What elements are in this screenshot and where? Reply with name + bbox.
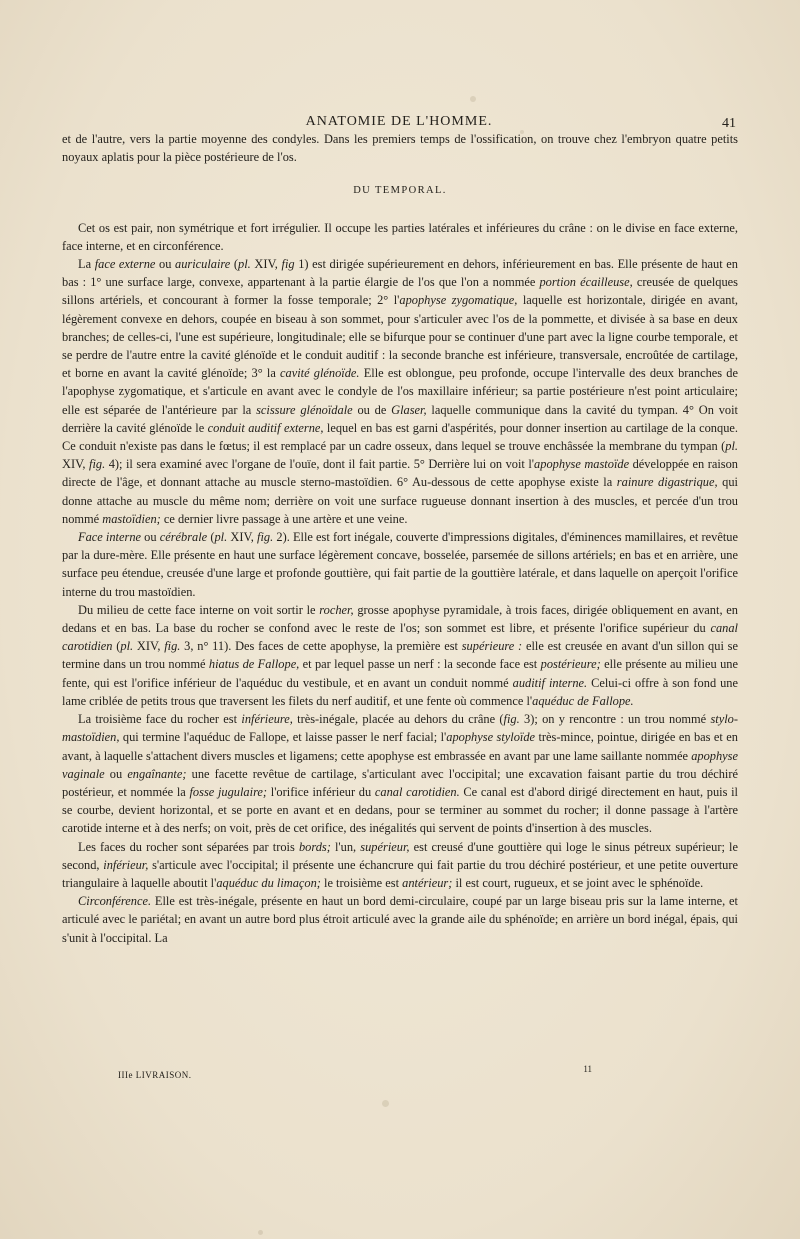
text-run: elle est creusée en avant d'un sillon qui se termine dans un trou nommé	[62, 639, 738, 672]
italic-term: pl.	[725, 439, 738, 454]
text-run: 4); il sera examiné avec l'organe de l'ouïe, dont il fait partie. 5° Derrière lui on voit l'	[105, 457, 535, 472]
text-run: qui termine l'aquéduc de Fallope, et laisse passer le nerf facial; l'	[119, 730, 447, 745]
text-run: Elle est très-inégale, présente en haut un bord demi-circulaire, coupé par un large biseau pris sur la lame interne, et articulé avec le pariétal; en avant un autre bord plus étroit articulé avec la grande aile du sphénoïde; en arrière un bord inégal, épais, qui s'unit à l'occipital. La	[62, 894, 738, 945]
text-run: La	[78, 257, 95, 272]
italic-term: canal carotidien	[62, 621, 738, 654]
text-run: XIV,	[250, 257, 282, 272]
paragraph	[62, 219, 738, 255]
italic-term: apophyse styloïde	[446, 730, 536, 745]
italic-term: inférieure,	[241, 712, 293, 727]
italic-term: aquéduc de Fallope.	[532, 693, 634, 708]
paper-foxing-spot	[470, 96, 476, 102]
italic-term: fig.	[164, 639, 181, 654]
text-run: l'un,	[330, 839, 361, 854]
italic-term: rainure digastrique,	[616, 475, 718, 490]
text-run: laquelle est horizontale, dirigée en avant, légèrement convexe en dehors, coupée en biseau à son sommet, pour s'articuler avec l'os de la pommette, et divisée à sa base en deux branches; de celles-ci, l'une est supérieure, longitudinale; elle se bifurque pour se continuer d'une part avec la ligne courbe temporale, et se perdre de l'autre entre la cavité glénoïde et le conduit auditif : la seconde branche est inférieure, transversale, encroûtée de cartilage, et borne en avant la cavité glénoïde; 3° la	[62, 293, 738, 381]
paragraph	[62, 838, 738, 893]
text-run: ou de	[352, 402, 392, 417]
page-footer	[118, 1064, 592, 1086]
text-run: (	[230, 257, 239, 272]
text-run: laquelle communique dans la cavité du tympan. 4° On voit derrière la cavité glénoïde le	[62, 402, 738, 435]
text-run: 3); on y rencontre : un trou nommé	[519, 712, 711, 727]
italic-term: fig.	[503, 712, 520, 727]
text-run: 1) est dirigée supérieurement en dehors, inférieurement en bas. Elle présente de haut en bas : 1° une surface large, convexe, appartenant à la partie élargie de l'os que l'on a nommée	[62, 257, 738, 290]
paragraph	[62, 255, 738, 528]
italic-term: Face interne	[78, 530, 142, 545]
page-number: 41	[722, 116, 736, 131]
italic-term: fosse jugulaire;	[189, 784, 268, 799]
gathering-number: 11	[583, 1064, 592, 1074]
paragraph	[62, 528, 738, 601]
text-run: ou	[141, 530, 160, 545]
paragraph	[62, 130, 738, 166]
text-run: creusée de quelques sillons artériels, et concourant à former la fosse temporale; 2° l'	[62, 275, 738, 308]
italic-term: pl.	[238, 257, 251, 272]
italic-term: inférieur,	[103, 857, 149, 872]
body-text	[62, 130, 738, 947]
text-run: Ce canal est d'abord dirigé directement en haut, puis il se courbe, devient horizontal, et se porte en avant et en dedans, pour se terminer au sommet du rocher; il donne passage à l'artère carotide interne et à des nerfs; on voit, près de cet orifice, des inégalités qui servent de points d'insertion à des muscles.	[62, 784, 738, 836]
text-run: très-inégale, placée au dehors du crâne (	[292, 712, 504, 727]
italic-term: pl.	[214, 530, 228, 545]
italic-term: fig	[281, 257, 295, 272]
text-run: est creusé d'une gouttière qui loge le sinus pétreux supérieur; le second,	[62, 839, 738, 872]
text-run: Elle est oblongue, peu profonde, occupe l'intervalle des deux branches de l'apophyse zygomatique, et s'articule en avant avec le condyle de l'os maxillaire inférieur; sa partie postérieure n'est point articulaire; elle est séparée de l'antérieure par la	[62, 366, 738, 417]
italic-term: cérébrale	[159, 530, 208, 545]
text-run: développée en raison directe de l'âge, et donnant attache au muscle sterno-mastoïdien. 6° Au-dessous de cette apophyse existe la	[62, 457, 738, 490]
italic-term: stylo-mastoïdien,	[62, 712, 738, 745]
text-run: qui donne attache au muscle du même nom; derrière on voit une surface rugueuse donnant insertion à des muscles, et percée d'un trou nommé	[62, 475, 738, 526]
italic-term: portion écailleuse,	[539, 275, 633, 290]
italic-term: canal carotidien.	[374, 784, 460, 799]
italic-term: fig.	[257, 530, 274, 545]
italic-term: Glaser,	[391, 402, 427, 417]
italic-term: antérieur;	[402, 875, 453, 890]
italic-term: cavité glénoïde.	[280, 366, 360, 381]
italic-term: apophyse zygomatique,	[399, 293, 518, 308]
italic-term: supérieur,	[360, 839, 410, 854]
italic-term: pl.	[120, 639, 134, 654]
text-run: Du milieu de cette face interne on voit sortir le	[78, 602, 320, 617]
italic-term: apophyse vaginale	[62, 748, 738, 781]
italic-term: postérieure;	[540, 657, 601, 672]
paragraph	[62, 710, 738, 837]
text-run: s'articule avec l'occipital; il présente une échancrure qui fait partie du trou déchiré postérieur, et une petite ouverture triangulaire à laquelle aboutit l'	[62, 857, 739, 890]
italic-term: supérieure :	[461, 639, 523, 654]
text-run: (	[112, 639, 121, 654]
italic-term: engaînante;	[127, 766, 187, 781]
paragraph	[62, 601, 738, 710]
text-run: XIV,	[227, 530, 258, 545]
text-run: et de l'autre, vers la partie moyenne des condyles. Dans les premiers temps de l'ossification, on trouve chez l'embryon quatre petits noyaux aplatis pour la pièce postérieure de l'os.	[62, 132, 738, 165]
text-run: Celui-ci offre à son fond une lame criblée de petits trous que traversent les filets du nerf auditif, et une fente où commence l'	[62, 675, 738, 708]
italic-term: face externe	[94, 257, 156, 272]
text-run: une facette revêtue de cartilage, s'articulant avec l'occipital; une excavation faisant partie du trou déchiré postérieur, et nommée la	[62, 766, 738, 799]
text-run: Cet os est pair, non symétrique et fort irrégulier. Il occupe les parties latérales et inférieures du crâne : on le divise en face externe, face interne, et en circonférence.	[62, 220, 738, 253]
text-run: 2). Elle est fort inégale, couverte d'impressions digitales, d'éminences mamillaires, et revêtue par la dure-mère. Elle présente en haut une surface légèrement concave, bosselée, parsemée de sillons artériels; en bas et en arrière, une surface peu étendue, creusée d'une large et profonde gouttière, qui fait partie de la gouttière latérale, et dans laquelle on aperçoit l'orifice interne du trou mastoïdien.	[62, 530, 738, 599]
italic-term: aquéduc du limaçon;	[216, 875, 321, 890]
italic-term: Circonférence.	[78, 894, 152, 909]
text-run: elle présente au milieu une fente, qui est l'orifice inférieur de l'aquéduc du vestibule, et en avant un conduit nommé	[62, 657, 738, 690]
italic-term: rocher,	[319, 602, 354, 617]
paper-foxing-spot	[382, 1100, 389, 1107]
text-run: (	[207, 530, 215, 545]
intro-paragraph	[62, 130, 738, 166]
italic-term: conduit auditif externe,	[207, 420, 324, 435]
text-run: il est court, rugueux, et se joint avec le sphénoïde.	[452, 875, 704, 890]
text-run: XIV,	[133, 639, 165, 654]
italic-term: mastoïdien;	[102, 511, 161, 526]
italic-term: bords;	[298, 839, 331, 854]
italic-term: apophyse mastoïde	[534, 457, 630, 472]
text-run: ou	[104, 766, 128, 781]
text-run: lequel en bas est garni d'aspérités, pour donner insertion au cartilage de la conque. Ce conduit n'existe pas dans le fœtus; il est remplacé par un cadre osseux, dans lequel se trouve enchâssée la membrane du tympan (	[62, 420, 738, 454]
text-run: grosse apophyse pyramidale, à trois faces, dirigée obliquement en avant, en dedans et en bas. La base du rocher se confond avec le reste de l'os; son sommet est libre, et présente l'orifice supérieur du	[62, 602, 738, 636]
section-paragraphs	[62, 219, 738, 947]
italic-term: hiatus de Fallope,	[208, 657, 300, 672]
text-run: l'orifice inférieur du	[267, 784, 375, 799]
text-run: ou	[155, 257, 175, 272]
text-run: Les faces du rocher sont séparées par trois	[78, 839, 299, 854]
italic-term: scissure glénoïdale	[256, 402, 353, 417]
paper-foxing-spot	[258, 1230, 263, 1235]
text-run: et par lequel passe un nerf : la seconde face est	[299, 657, 541, 672]
text-run: XIV,	[62, 457, 90, 472]
text-run: La troisième face du rocher est	[78, 712, 242, 727]
text-run: 3, n° 11). Des faces de cette apophyse, la première est	[180, 639, 462, 654]
italic-term: auriculaire	[175, 257, 231, 272]
italic-term: fig.	[89, 457, 106, 472]
text-run: le troisième est	[320, 875, 403, 890]
italic-term: auditif interne.	[512, 675, 588, 690]
signature-mark: IIIe LIVRAISON.	[118, 1070, 192, 1080]
section-heading: DU TEMPORAL.	[353, 185, 447, 197]
paragraph	[62, 892, 738, 947]
text-run: très-mince, pointue, dirigée en bas et en avant, à laquelle s'attachent divers muscles et ligamens; cette apophyse est embrassée en avant par une lame saillante nommée	[62, 730, 739, 763]
running-title: ANATOMIE DE L'HOMME.	[305, 114, 493, 129]
text-run: ce dernier livre passage à une artère et une veine.	[160, 511, 408, 526]
